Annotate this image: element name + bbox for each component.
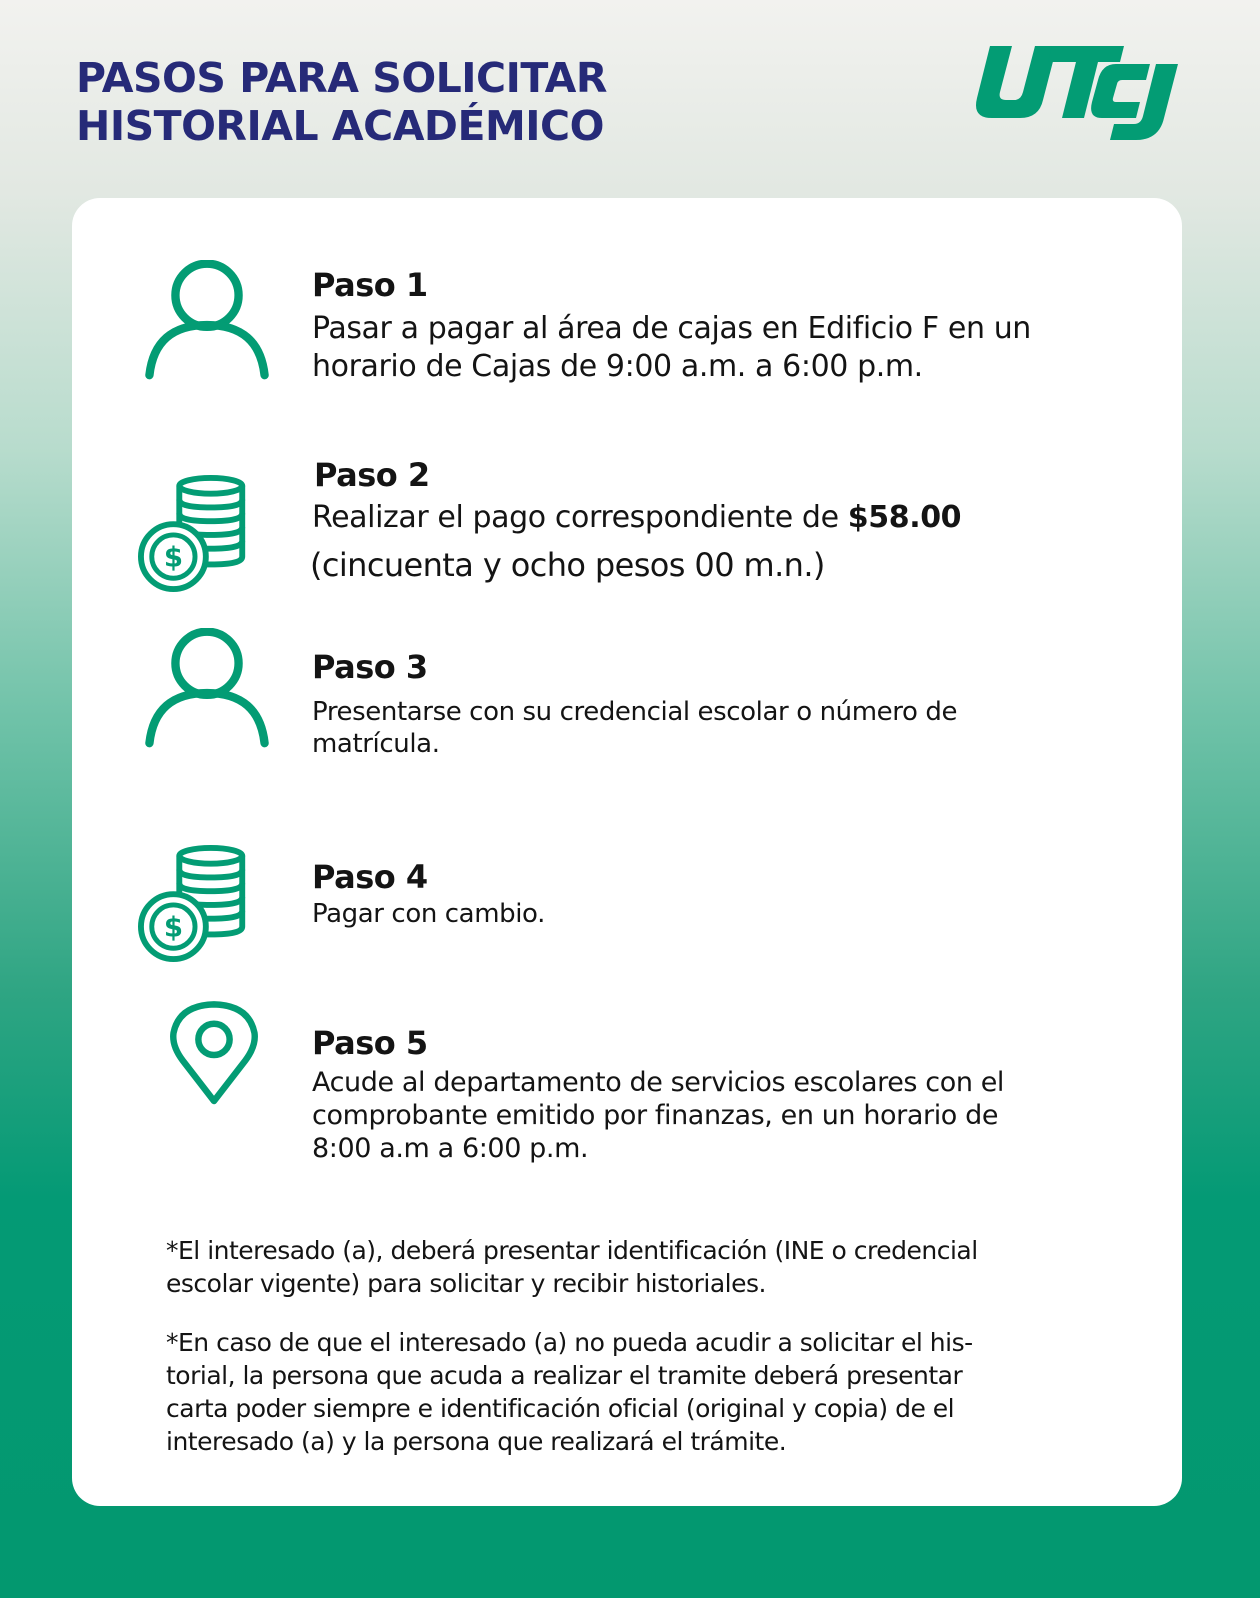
svg-text:$: $ xyxy=(163,911,183,944)
step-1-line-1: Pasar a pagar al área de cajas en Edificio F en un xyxy=(312,311,1031,346)
location-pin-icon xyxy=(168,998,260,1112)
step-1-text xyxy=(312,310,1031,386)
step-5-title: Paso 5 xyxy=(312,1024,428,1062)
note-2-line-4: interesado (a) y la persona que realizará el trámite. xyxy=(166,1427,787,1456)
step-4-text: Pagar con cambio. xyxy=(312,899,545,929)
step-2-title: Paso 2 xyxy=(314,456,430,494)
note-identification xyxy=(166,1234,1086,1300)
note-2-line-2: torial, la persona que acuda a realizar el tramite deberá presentar xyxy=(166,1361,963,1390)
page-title xyxy=(76,54,607,150)
utcj-logo xyxy=(974,44,1184,146)
payment-amount: $58.00 xyxy=(847,500,962,535)
step-5-text xyxy=(312,1066,1004,1165)
person-icon xyxy=(142,628,272,758)
note-2-line-1: *En caso de que el interesado (a) no pueda acudir a solicitar el his- xyxy=(166,1328,973,1357)
step-3-line-2: matrícula. xyxy=(312,729,440,759)
person-icon xyxy=(142,260,272,390)
step-5-line-3: 8:00 a.m a 6:00 p.m. xyxy=(312,1133,589,1164)
svg-text:$: $ xyxy=(163,541,183,574)
step-3-line-1: Presentarse con su credencial escolar o número de xyxy=(312,697,958,727)
step-2-subtext: (cincuenta y ocho pesos 00 m.n.) xyxy=(310,546,825,584)
note-1-line-2: escolar vigente) para solicitar y recibir historiales. xyxy=(166,1269,766,1298)
step-3-title: Paso 3 xyxy=(312,648,428,686)
title-line-2: HISTORIAL ACADÉMICO xyxy=(76,102,604,150)
step-5-line-1: Acude al departamento de servicios escolares con el xyxy=(312,1067,1005,1098)
coins-icon xyxy=(138,844,256,962)
step-1-title: Paso 1 xyxy=(312,266,428,304)
note-power-of-attorney xyxy=(166,1326,1086,1458)
steps-card xyxy=(72,198,1182,1506)
title-line-1: PASOS PARA SOLICITAR xyxy=(76,54,607,102)
step-2-text xyxy=(312,500,961,536)
coins-icon xyxy=(138,474,256,592)
step-1-line-2: horario de Cajas de 9:00 a.m. a 6:00 p.m. xyxy=(312,349,923,384)
note-1-line-1: *El interesado (a), deberá presentar identificación (INE o credencial xyxy=(166,1236,978,1265)
note-2-line-3: carta poder siempre e identificación oficial (original y copia) de el xyxy=(166,1394,955,1423)
step-2-line: Realizar el pago correspondiente de xyxy=(312,500,848,535)
step-5-line-2: comprobante emitido por finanzas, en un horario de xyxy=(312,1100,999,1131)
step-4-title: Paso 4 xyxy=(312,858,428,896)
step-3-text xyxy=(312,696,957,760)
